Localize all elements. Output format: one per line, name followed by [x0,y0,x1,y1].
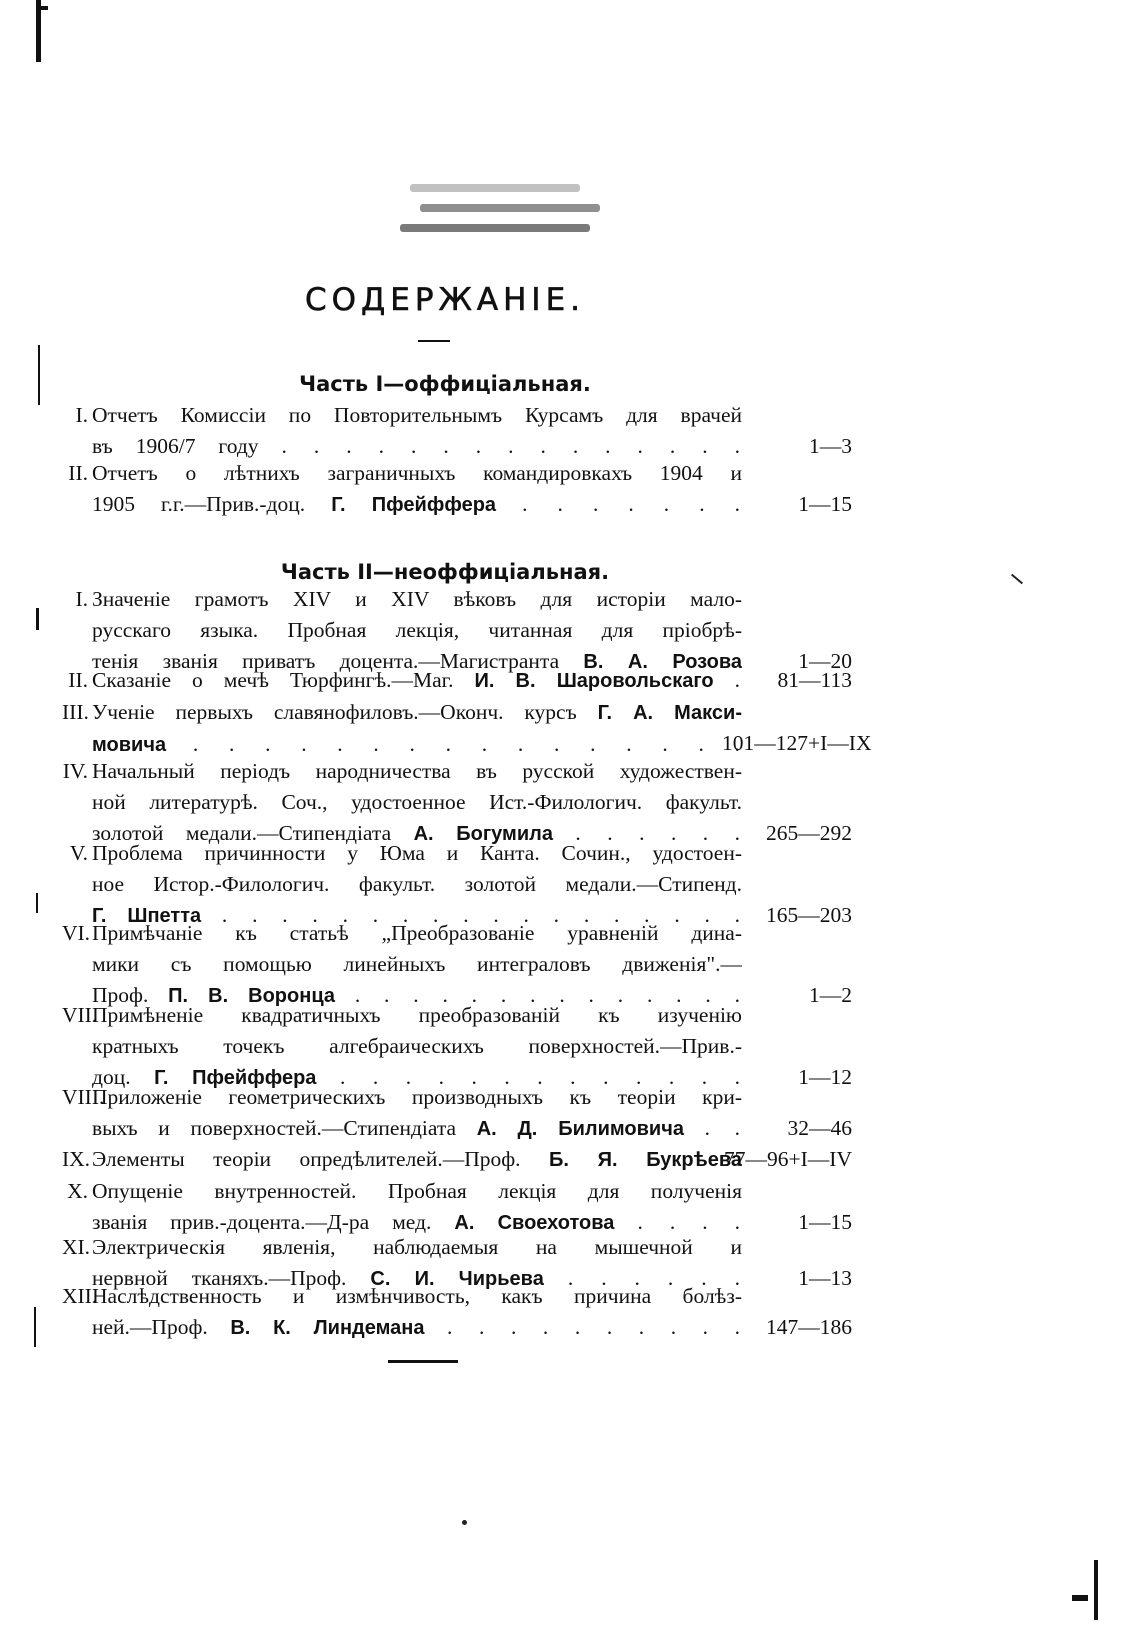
dot-leaders: . . . . . . . . . . . . . [339,1065,742,1089]
entry-text [92,665,742,697]
entry-author: С. И. Чирьева [370,1268,544,1290]
entry-line: ное Истор.-Филологич. факульт. золотой медали.—Стипенд. [92,872,742,896]
entry-pages: 81—113 [777,668,852,692]
entry-number: IX. [62,1147,91,1171]
entry-line: Электрическія явленія, наблюдаемыя на мышечной и [92,1235,742,1259]
scan-edge-mark [36,608,39,630]
entry-number: IV. [62,759,88,783]
entry-text [92,1000,742,1094]
entry-pages: 1—20 [798,649,852,673]
entry-pages: 165—203 [766,903,852,927]
entry-text [92,584,742,678]
entry-text [92,1281,742,1344]
entry-line: Отчетъ о лѣтнихъ заграничныхъ командировкахъ 1904 и [92,461,742,485]
title-rule [418,340,450,342]
toc-entry [62,400,852,464]
entry-number: VII. [62,1003,98,1027]
entry-number: X. [67,1179,88,1203]
entry-author: Г. Пфейффера [331,494,497,516]
dot-leaders: . . . . . . [567,1266,742,1290]
entry-pages: 32—46 [787,1116,852,1140]
closing-rule [388,1360,458,1363]
entry-author: В. А. Розова [583,651,742,673]
toc-entry [62,756,852,851]
toc-entry [62,1000,852,1095]
stamp-smudge [400,224,590,232]
entry-author: Г. А. Макси- [597,702,742,724]
stamp-smudge [420,204,600,212]
dot-leaders: . . . . . . . . . . . . . . . . [192,732,742,756]
entry-line: Проблема причинности у Юма и Канта. Сочин., удостоен- [92,841,742,865]
entry-line-text: нервной тканяхъ.—Проф. [92,1266,371,1290]
entry-line [92,1144,742,1176]
dot-leaders: . . . . [637,1210,742,1234]
toc-entry [62,458,852,522]
entry-number: II. [68,461,88,485]
toc-entry [62,1082,852,1146]
entry-number: III. [62,700,89,724]
entry-pages: 1—15 [798,1210,852,1234]
scan-edge-mark [36,6,48,10]
entry-line-text: доц. [92,1065,155,1089]
entry-pages: 1—12 [798,1065,852,1089]
stamp-smudge [410,184,580,192]
dot-leaders: . . . . . . . . . . . . . . . . . . [221,903,742,927]
scan-speck [1011,574,1023,585]
entry-pages: 147—186 [766,1315,852,1339]
entry-line: Значеніе грамотъ XIV и XIV вѣковъ для исторіи мало- [92,587,742,611]
entry-line-text: тенія званія приватъ доцента.—Магистранта [92,649,584,673]
entry-text [92,1082,742,1145]
entry-pages: 101—127+I—IX [722,731,872,755]
entry-author: П. В. Воронца [168,985,335,1007]
entry-line-text: Элементы теоріи опредѣлителей.—Проф. [92,1147,550,1171]
part2-heading: Часть II—неоффиціальная. [280,560,610,584]
entry-text [92,1176,742,1239]
entry-line: Отчетъ Комиссіи по Повторительнымъ Курсамъ для врачей [92,403,742,427]
entry-number: XI. [62,1235,91,1259]
entry-number: VIII. [62,1085,105,1109]
entry-line-text: 1905 г.г.—Прив.-доц. [92,492,332,516]
dot-leaders: . . . . . . [575,821,742,845]
entry-line: ной литературѣ. Соч., удостоенное Ист.-Филологич. факульт. [92,790,742,814]
entry-line [92,489,742,521]
entry-author: Б. Я. Букрѣева [549,1149,742,1171]
entry-number: XII. [62,1284,98,1308]
scan-edge-mark [34,1307,36,1347]
entry-pages: 1—13 [798,1266,852,1290]
entry-number: I. [75,587,88,611]
scan-edge-mark [1072,1595,1088,1601]
entry-author: Г. Пфейффера [154,1067,317,1089]
toc-entry [62,1281,852,1345]
page-title: СОДЕРЖАНІЕ. [304,282,586,318]
entry-number: V. [69,841,88,865]
entry-pages: 1—15 [798,492,852,516]
scan-edge-mark [36,893,38,913]
entry-pages: 1—2 [809,983,852,1007]
entry-line: Примѣчаніе къ статьѣ „Преобразованіе уравненій дина- [92,921,742,945]
dot-leaders: . . [704,1116,742,1140]
entry-line: Начальный періодъ народничества въ русской художествен- [92,759,742,783]
entry-text [92,1144,742,1176]
entry-pages: 77—96+I—IV [724,1147,852,1171]
entry-number: VI. [62,921,91,945]
toc-entry [62,697,872,761]
dot-leaders: . . . . . . . [522,492,742,516]
entry-author: А. Своехотова [454,1212,615,1234]
entry-text [92,697,742,761]
entry-line [92,1113,742,1145]
entry-line-text: званія прив.-доцента.—Д-ра мед. [92,1210,455,1234]
entry-text [92,458,742,521]
entry-line-text: Ученіе первыхъ славянофиловъ.—Оконч. курсъ [92,700,598,724]
entry-number: I. [75,403,88,427]
entry-line-text: въ 1906/7 году [92,434,259,458]
entry-line: русскаго языка. Пробная лекція, читанная для пріобрѣ- [92,618,742,642]
scan-edge-mark [1094,1560,1098,1620]
entry-pages: 265—292 [766,821,852,845]
toc-entry [62,918,852,1013]
dot-leaders: . [734,668,742,692]
dot-leaders: . . . . . . . . . . . . . . [354,983,742,1007]
entry-line [92,665,742,697]
toc-entry [62,1144,852,1176]
toc-entry [62,1176,852,1240]
entry-line-text: золотой медали.—Стипендіата [92,821,414,845]
entry-author: А. Д. Билимовича [476,1118,684,1140]
entry-line-text: Проф. [92,983,169,1007]
entry-number: II. [68,668,88,692]
entry-line: Приложеніе геометрическихъ производныхъ къ теоріи кри- [92,1085,742,1109]
entry-line: Примѣненіе квадратичныхъ преобразованій къ изученію [92,1003,742,1027]
entry-line-text: Сказаніе о мечѣ Тюрфингѣ.—Маг. [92,668,475,692]
toc-entry [62,665,852,697]
scan-speck [462,1520,467,1525]
entry-pages: 1—3 [809,434,852,458]
dot-leaders: . . . . . . . . . . [447,1315,742,1339]
entry-author: Г. Шпетта [92,905,202,927]
entry-line-text: ней.—Проф. [92,1315,231,1339]
entry-line: мики съ помощью линейныхъ интеграловъ движенія".— [92,952,742,976]
entry-line: Опущеніе внутренностей. Пробная лекція для полученія [92,1179,742,1203]
entry-line: Наслѣдственность и измѣнчивость, какъ причина болѣз- [92,1284,742,1308]
entry-text [92,756,742,850]
library-stamp [380,180,620,250]
part1-heading: Часть I—оффиціальная. [299,372,591,396]
entry-text [92,918,742,1012]
entry-line [92,1312,742,1344]
entry-author: И. В. Шаровольскаго [474,670,714,692]
entry-author: мовича [92,734,167,756]
entry-author: В. К. Линдемана [230,1317,425,1339]
entry-text [92,400,742,462]
entry-line: кратныхъ точекъ алгебраическихъ поверхностей.—Прив.- [92,1034,742,1058]
entry-line-text: выхъ и поверхностей.—Стипендіата [92,1116,477,1140]
entry-line [92,697,742,729]
dot-leaders: . . . . . . . . . . . . . . . [281,434,742,458]
entry-author: А. Богумила [413,823,553,845]
